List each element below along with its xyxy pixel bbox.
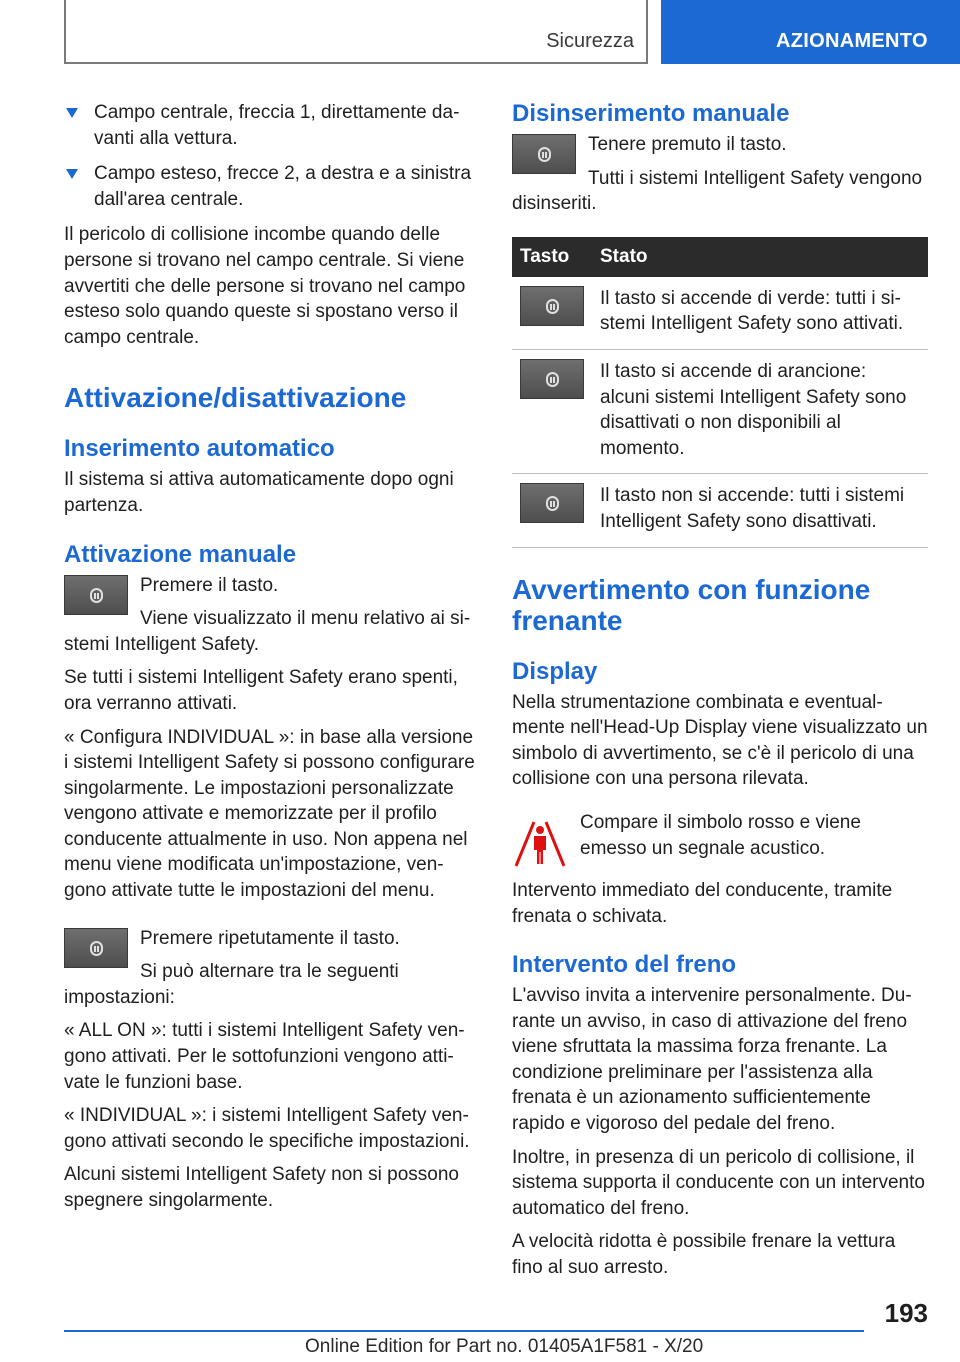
header-section-tab bbox=[64, 0, 648, 64]
table-row bbox=[512, 349, 928, 473]
heading-manual-activation: Attivazione manuale bbox=[64, 540, 297, 568]
safety-button-icon bbox=[512, 134, 576, 174]
heading-warning-brake: Avvertimento con funzione frenante bbox=[512, 573, 871, 636]
header-chapter-label: AZIONAMENTO bbox=[776, 30, 928, 52]
heading-brake-intervention: Intervento del freno bbox=[512, 951, 737, 979]
list-item bbox=[64, 100, 476, 151]
list-item-text: Campo centrale, freccia 1, direttamente davanti alla vettura. bbox=[94, 102, 460, 149]
individual-text: « INDIVIDUAL »: i sistemi Intelligent Safety vengono attivati secondo le specifiche impostazioni. bbox=[64, 1105, 470, 1152]
safety-button-icon bbox=[64, 575, 128, 615]
repeat-step-1: Premere ripetutamente il tasto. bbox=[140, 927, 400, 949]
collision-intro-text: Il pericolo di collisione incombe quando delle persone si trovano nel campo centrale. Si viene avvertiti che delle persone si trovano nel campo esteso solo quando queste si spostano verso il campo centrale. bbox=[64, 224, 466, 348]
brake-text-3: A velocità ridotta è possibile frenare la vettura fino al suo arresto. bbox=[512, 1231, 896, 1279]
repeat-step-2: Si può alternare tra le seguenti impostazioni: bbox=[64, 961, 399, 1008]
safety-button-icon bbox=[64, 928, 128, 968]
table-cell-state: Il tasto non si accende: tutti i sistemi Intelligent Safety sono disattivati. bbox=[592, 474, 928, 547]
display-text: Nella strumentazione combinata e eventualmente nell'Head-Up Display viene visualizzato un simbolo di avvertimento, se c'è il pericolo di una collisione con una persona rilevata. bbox=[512, 691, 928, 790]
symbol-text: Compare il simbolo rosso e viene emesso un segnale acustico. bbox=[580, 811, 861, 859]
heading-manual-disable: Disinserimento manuale bbox=[512, 100, 790, 127]
footer-divider bbox=[64, 1330, 864, 1332]
table-row bbox=[512, 474, 928, 547]
heading-auto-activation: Inserimento automatico bbox=[64, 435, 335, 463]
page-number: 193 bbox=[884, 1298, 928, 1328]
heading-activation: Attivazione/disattivazione bbox=[64, 382, 407, 414]
disable-step-1: Tenere premuto il tasto. bbox=[588, 134, 787, 155]
disable-step-2: Tutti i sistemi Intelligent Safety vengono disinseriti. bbox=[512, 167, 923, 215]
pedestrian-warning-icon bbox=[512, 814, 568, 870]
auto-activation-text: Il sistema si attiva automaticamente dopo ogni partenza. bbox=[64, 469, 454, 516]
all-on-text: « ALL ON »: tutti i sistemi Intelligent Safety vengono attivati. Per le sottofunzioni vengono attivate le funzioni base. bbox=[64, 1020, 465, 1093]
manual-step-2: Viene visualizzato il menu relativo ai sistemi Intelligent Safety. bbox=[64, 608, 471, 655]
brake-text-1: L'avviso invita a intervenire personalmente. Durante un avviso, in caso di attivazione del freno viene sfruttata la massima forza frenante. La condizione preliminare per l'assistenza alla frenata è un azionamento sufficientemente rapido e vigoroso del pedale del freno. bbox=[512, 985, 912, 1135]
table-header-state: Stato bbox=[592, 237, 928, 277]
triangle-bullet-icon bbox=[66, 169, 78, 179]
left-column bbox=[64, 100, 476, 1222]
driver-intervention-text: Intervento immediato del conducente, tramite frenata o schivata. bbox=[512, 879, 893, 927]
manual-step-3: Se tutti i sistemi Intelligent Safety erano spenti, ora verranno attivati. bbox=[64, 667, 458, 714]
heading-display: Display bbox=[512, 657, 598, 685]
triangle-bullet-icon bbox=[66, 108, 78, 118]
right-column bbox=[512, 100, 928, 1289]
manual-configure-text: « Configura INDIVIDUAL »: in base alla versione i sistemi Intelligent Safety si possono configurare singolarmente. Le impostazioni personalizzate vengono attivate e memorizzate per il profilo conducente attualmente in uso. Non appena nel menu viene modificata un'impostazione, vengono attivate tutte le impostazioni del menu. bbox=[64, 726, 475, 902]
list-item bbox=[64, 161, 476, 212]
list-item-text: Campo esteso, frecce 2, a destra e a sinistra dall'area centrale. bbox=[94, 163, 472, 210]
header-section-label: Sicurezza bbox=[546, 30, 634, 52]
table-cell-state: Il tasto si accende di verde: tutti i sistemi Intelligent Safety sono attivati. bbox=[592, 277, 928, 350]
safety-button-icon bbox=[520, 483, 584, 523]
brake-text-2: Inoltre, in presenza di un pericolo di collisione, il sistema supporta il conducente con un intervento automatico del freno. bbox=[512, 1146, 925, 1219]
manual-step-1: Premere il tasto. bbox=[140, 574, 279, 596]
note-text: Alcuni sistemi Intelligent Safety non si possono spegnere singolarmente. bbox=[64, 1164, 459, 1211]
table-header-key: Tasto bbox=[512, 237, 592, 277]
table-row bbox=[512, 277, 928, 350]
button-state-table bbox=[512, 237, 928, 548]
header-chapter-tab[interactable] bbox=[661, 0, 960, 64]
safety-button-icon bbox=[520, 286, 584, 326]
safety-button-icon bbox=[520, 359, 584, 399]
table-cell-state: Il tasto si accende di arancione: alcuni sistemi Intelligent Safety sono disattivati o non disponibili al momento. bbox=[592, 349, 928, 473]
footer-edition: Online Edition for Part no. 01405A1F581 - X/20 bbox=[305, 1336, 704, 1357]
